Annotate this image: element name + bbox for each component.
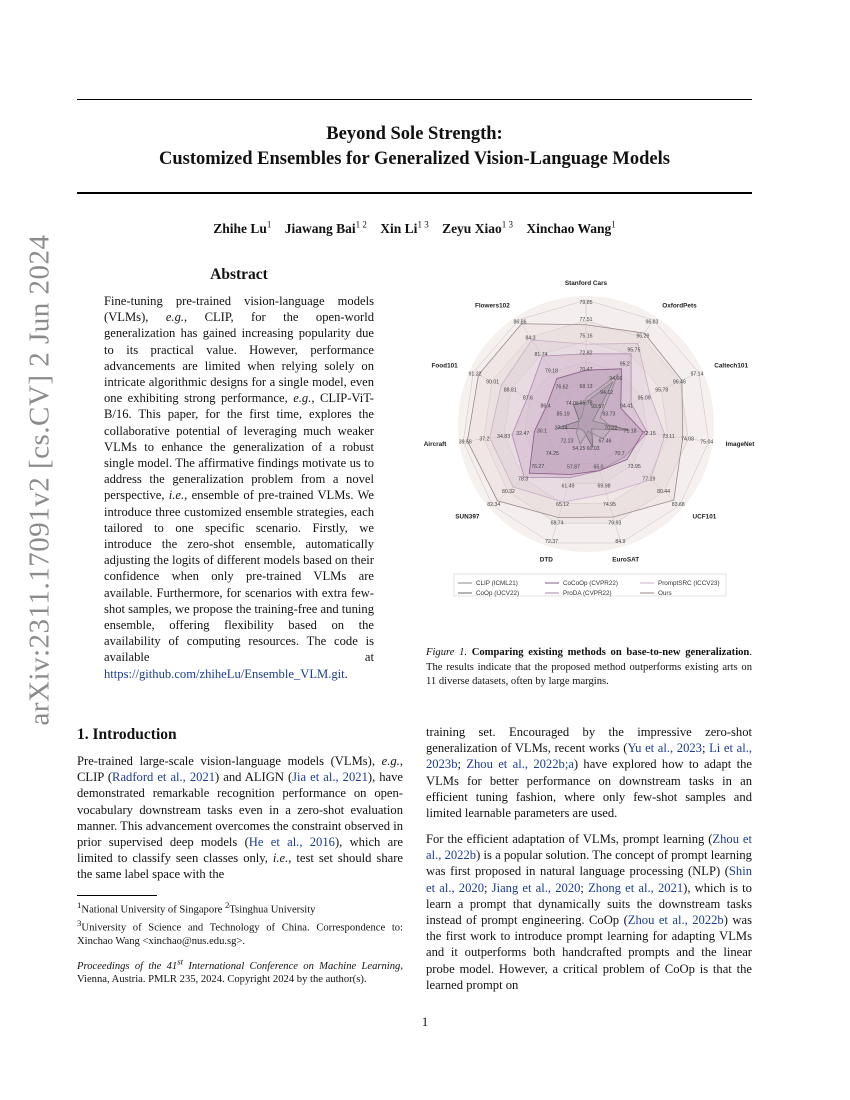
radar-tick-label: 76.62 xyxy=(555,384,569,391)
radar-tick-label: 27.74 xyxy=(554,425,568,432)
radar-tick-label: 70.22 xyxy=(604,425,618,432)
radar-tick-label: 96.29 xyxy=(636,333,650,340)
radar-tick-label: 68.74 xyxy=(550,520,564,527)
radar-axis-label: ImageNet xyxy=(725,441,755,449)
radar-tick-label: 84.9 xyxy=(615,539,626,546)
citation-link[interactable]: Radford et al., 2021 xyxy=(112,770,216,785)
radar-axis-label: Flowers102 xyxy=(474,302,510,310)
paper-title-line-2: Customized Ensembles for Generalized Vision-Language Models xyxy=(159,149,670,169)
citation-link[interactable]: Li et al., 2023b xyxy=(426,741,752,772)
figure-1 xyxy=(420,262,760,612)
legend-entry: CoCoOp (CVPR22) xyxy=(563,580,618,587)
radar-tick-label: 91.22 xyxy=(468,371,482,378)
page-number: 1 xyxy=(421,1015,429,1029)
radar-tick-label: 68.13 xyxy=(579,383,593,390)
radar-axis-label: Caltech101 xyxy=(714,362,749,370)
radar-tick-label: 87.6 xyxy=(522,395,533,402)
radar-axis-label: UCF101 xyxy=(692,513,717,521)
radar-tick-label: 88.81 xyxy=(503,387,517,394)
radar-tick-label: 70.7 xyxy=(614,451,625,458)
radar-tick-label: 96.46 xyxy=(672,379,686,386)
radar-tick-label: 82.34 xyxy=(487,501,501,508)
radar-tick-label: 79.85 xyxy=(579,300,593,306)
radar-tick-label: 34.83 xyxy=(497,433,511,440)
radar-tick-label: 72.15 xyxy=(642,431,656,438)
radar-tick-label: 93.73 xyxy=(602,411,616,418)
citation-link[interactable]: Shin et al., 2020 xyxy=(426,864,752,895)
radar-tick-label: 90.01 xyxy=(486,379,500,386)
legend-entry: ProDA (CVPR22) xyxy=(563,590,612,597)
radar-chart xyxy=(420,262,760,612)
section-heading-introduction: 1. Introduction xyxy=(77,726,177,743)
footnote-proceedings: Proceedings of the 41st International Conference on Machine Learning, Vienna, Austria. PMLR 235, 2024. Copyright 2024 by the author(s). xyxy=(77,956,403,985)
figure-caption: Figure 1. Comparing existing methods on base-to-new generalization. The results indicate that the proposed method outperforms existing arts on 11 diverse datasets, often by large margins. xyxy=(426,647,752,687)
radar-tick-label: 79.93 xyxy=(608,520,622,527)
author-list xyxy=(77,219,752,237)
radar-tick-label: 77.19 xyxy=(642,476,656,483)
radar-tick-label: 95.78 xyxy=(655,387,669,394)
arxiv-identifier: arXiv:2311.17091v2 [cs.CV] 2 Jun 2024 xyxy=(23,234,56,726)
citation-link[interactable]: He et al., 2016 xyxy=(248,835,335,850)
radar-tick-label: 94.12 xyxy=(600,389,614,396)
title-rule-bottom xyxy=(77,192,752,194)
radar-tick-label: 70.47 xyxy=(579,367,593,374)
radar-tick-label: 61.49 xyxy=(561,483,575,490)
author: Jiawang Bai$^{1 2}$ xyxy=(284,219,367,236)
radar-tick-label: 54.25 xyxy=(572,446,586,453)
radar-tick-label: 85.19 xyxy=(556,411,570,418)
radar-tick-label: 95.09 xyxy=(637,395,651,402)
radar-tick-label: 76.27 xyxy=(531,463,545,470)
radar-tick-label: 67.46 xyxy=(598,438,612,445)
radar-tick-label: 80.32 xyxy=(501,489,515,496)
citation-link[interactable]: Yu et al., 2023 xyxy=(627,741,702,756)
radar-tick-label: 78.3 xyxy=(518,476,529,483)
radar-axis-label: SUN397 xyxy=(455,513,480,521)
radar-tick-label: 84.3 xyxy=(525,335,536,342)
radar-tick-label: 74.95 xyxy=(602,501,616,508)
legend-entry: CoOp (IJCV22) xyxy=(476,590,520,597)
footnote-affiliations: $^1$National University of Singapore $^2$Tsinghua University $^3$University of Science and Technology of China. Correspondence to: Xinchao Wang <xinchao@nus.edu.sg>. xyxy=(77,900,403,947)
author: Zeyu Xiao$^{1 3}$ xyxy=(442,219,513,236)
radar-tick-label: 96.83 xyxy=(645,319,659,326)
radar-axis-label: Food101 xyxy=(431,362,458,370)
author: Xin $Li^{1 3}$ xyxy=(380,219,429,236)
footnote-rule xyxy=(77,895,157,896)
radar-tick-label: 65.78 xyxy=(579,400,593,407)
intro-paragraph: Pre-trained large-scale vision-language models (VLMs), e.g., CLIP (Radford et al., 2021) and ALIGN (Jia et al., 2021), have demonstrated remarkable recognition performance on open-vocabulary downstream tasks even in a zero-shot evaluation manner. This advancement overcomes the constraint observed in prior supervised deep models (He et al., 2016), which are limited to classify seen classes only, i.e., test set should share the same label space with the xyxy=(77,754,404,882)
radar-tick-label: 86.86 xyxy=(513,319,527,326)
radar-axis-label: Aircraft xyxy=(423,441,447,449)
radar-tick-label: 74.08 xyxy=(681,436,695,443)
code-link[interactable]: https://github.com/zhiheLu/Ensemble_VLM.git xyxy=(104,666,345,681)
abstract-body: Fine-tuning pre-trained vision-language models (VLMs), e.g., CLIP, for the open-world generalization has gained increasing popularity due to its practical value. However, performance advancements are limited when relying solely on intricate algorithmic designs for a single model, even one exhibiting strong performance, e.g., CLIP-ViT-B/16. This paper, for the first time, explores the collaborative potential of leveraging much weaker VLMs to enhance the generalization of a robust single model. The affirmative findings motivate us to address the generalization problem from a novel perspective, i.e., ensemble of pre-trained VLMs. We introduce three customized ensemble strategies, each tailored to one specific scenario. Firstly, we introduce the zero-shot ensemble, automatically adjusting the logits of different models based on their confidence when only pre-trained VLMs are available. Furthermore, for scenarios with extra few-shot samples, we propose the training-free and tuning ensemble, offering flexibility based on the availability of computing resources. The code is available at https://github.com/zhiheLu/Ensemble_VLM.git. xyxy=(104,294,374,681)
radar-tick-label: 95.2 xyxy=(619,361,630,368)
radar-tick-label: 73.11 xyxy=(662,433,675,440)
radar-axis-label: Stanford Cars xyxy=(564,280,608,287)
radar-tick-label: 72.82 xyxy=(579,350,593,357)
radar-tick-label: 57.87 xyxy=(566,464,580,471)
citation-link[interactable]: Jiang et al., 2020 xyxy=(491,880,581,895)
radar-tick-label: 97.14 xyxy=(690,371,704,378)
author: Xinchao Wang$^1$ xyxy=(526,219,616,236)
radar-tick-label: 69.98 xyxy=(597,483,611,490)
radar-tick-label: 75.16 xyxy=(579,333,593,340)
radar-tick-label: 83.68 xyxy=(671,501,685,508)
radar-tick-label: 60.03 xyxy=(586,446,600,453)
radar-tick-label: 65.0 xyxy=(593,464,604,471)
radar-tick-label: 39.56 xyxy=(458,439,472,446)
citation-link[interactable]: Jia et al., 2021 xyxy=(292,770,368,785)
radar-axis-label: EuroSAT xyxy=(612,556,640,564)
paper-title-line-1: Beyond Sole Strength: xyxy=(326,124,503,144)
radar-tick-label: 86.4 xyxy=(540,403,551,410)
radar-tick-label: 94.41 xyxy=(619,403,633,410)
radar-tick-label: 94.66 xyxy=(609,375,623,382)
radar-tick-label: 65.12 xyxy=(556,501,570,508)
legend-entry: PromptSRC (ICCV23) xyxy=(658,580,720,587)
radar-tick-label: 80.44 xyxy=(657,489,671,496)
radar-tick-label: 30.1 xyxy=(536,428,548,435)
radar-tick-label: 79.18 xyxy=(544,368,558,375)
radar-tick-label: 81.74 xyxy=(534,351,548,358)
abstract-heading: Abstract xyxy=(210,266,268,283)
radar-tick-label: 74.25 xyxy=(545,451,559,458)
radar-tick-label: 95.75 xyxy=(627,347,641,354)
radar-tick-label: 77.51 xyxy=(579,316,593,323)
legend-entry: Ours xyxy=(658,590,672,597)
radar-tick-label: 93.57 xyxy=(591,403,605,410)
radar-axis-label: OxfordPets xyxy=(662,302,697,310)
radar-tick-label: 73.95 xyxy=(627,463,641,470)
radar-tick-label: 75.04 xyxy=(700,439,714,446)
radar-tick-label: 72.37 xyxy=(545,539,559,546)
radar-tick-label: 32.47 xyxy=(516,431,530,438)
legend-entry: CLIP (ICML21) xyxy=(476,580,518,587)
radar-tick-label: 71.18 xyxy=(623,428,637,435)
radar-tick-label: 74.06 xyxy=(565,400,579,407)
citation-link[interactable]: Zhou et al., 2022b xyxy=(627,913,724,928)
author: Zhihe Lu$^1$ xyxy=(213,219,272,236)
radar-tick-label: 72.23 xyxy=(560,438,574,445)
radar-tick-label: 37.2 xyxy=(479,436,490,443)
title-rule-top xyxy=(77,99,752,100)
radar-axis-label: DTD xyxy=(539,556,553,564)
intro-paragraph-right-2: For the efficient adaptation of VLMs, prompt learning (Zhou et al., 2022b) is a popular solution. The concept of prompt learning was first proposed in natural language processing (NLP) (Shin et al., 2020; Jiang et al., 2020; Zhong et al., 2021), which is to learn a prompt that dynamically suits the downstream tasks instead of prompt engineering. CoOp (Zhou et al., 2022b) was the first work to introduce prompt learning for adapting VLMs and it outperforms both handcrafted prompts and the linear probe model. However, a critical problem of CoOp is that the learned prompt on xyxy=(426,832,752,992)
citation-link[interactable]: Zhou et al., 2022b;a xyxy=(466,757,574,772)
citation-link[interactable]: Zhong et al., 2021 xyxy=(588,880,684,895)
intro-paragraph-right-1: training set. Encouraged by the impressive zero-shot generalization of VLMs, recent works (Yu et al., 2023; Li et al., 2023b; Zhou et al., 2022b;a) have explored how to adapt the VLMs for better performance on downstream tasks in an efficient tuning fashion, where only few-shot samples and limited learnable parameters are used. xyxy=(426,725,752,821)
citation-link[interactable]: Zhou et al., 2022b xyxy=(426,832,752,863)
